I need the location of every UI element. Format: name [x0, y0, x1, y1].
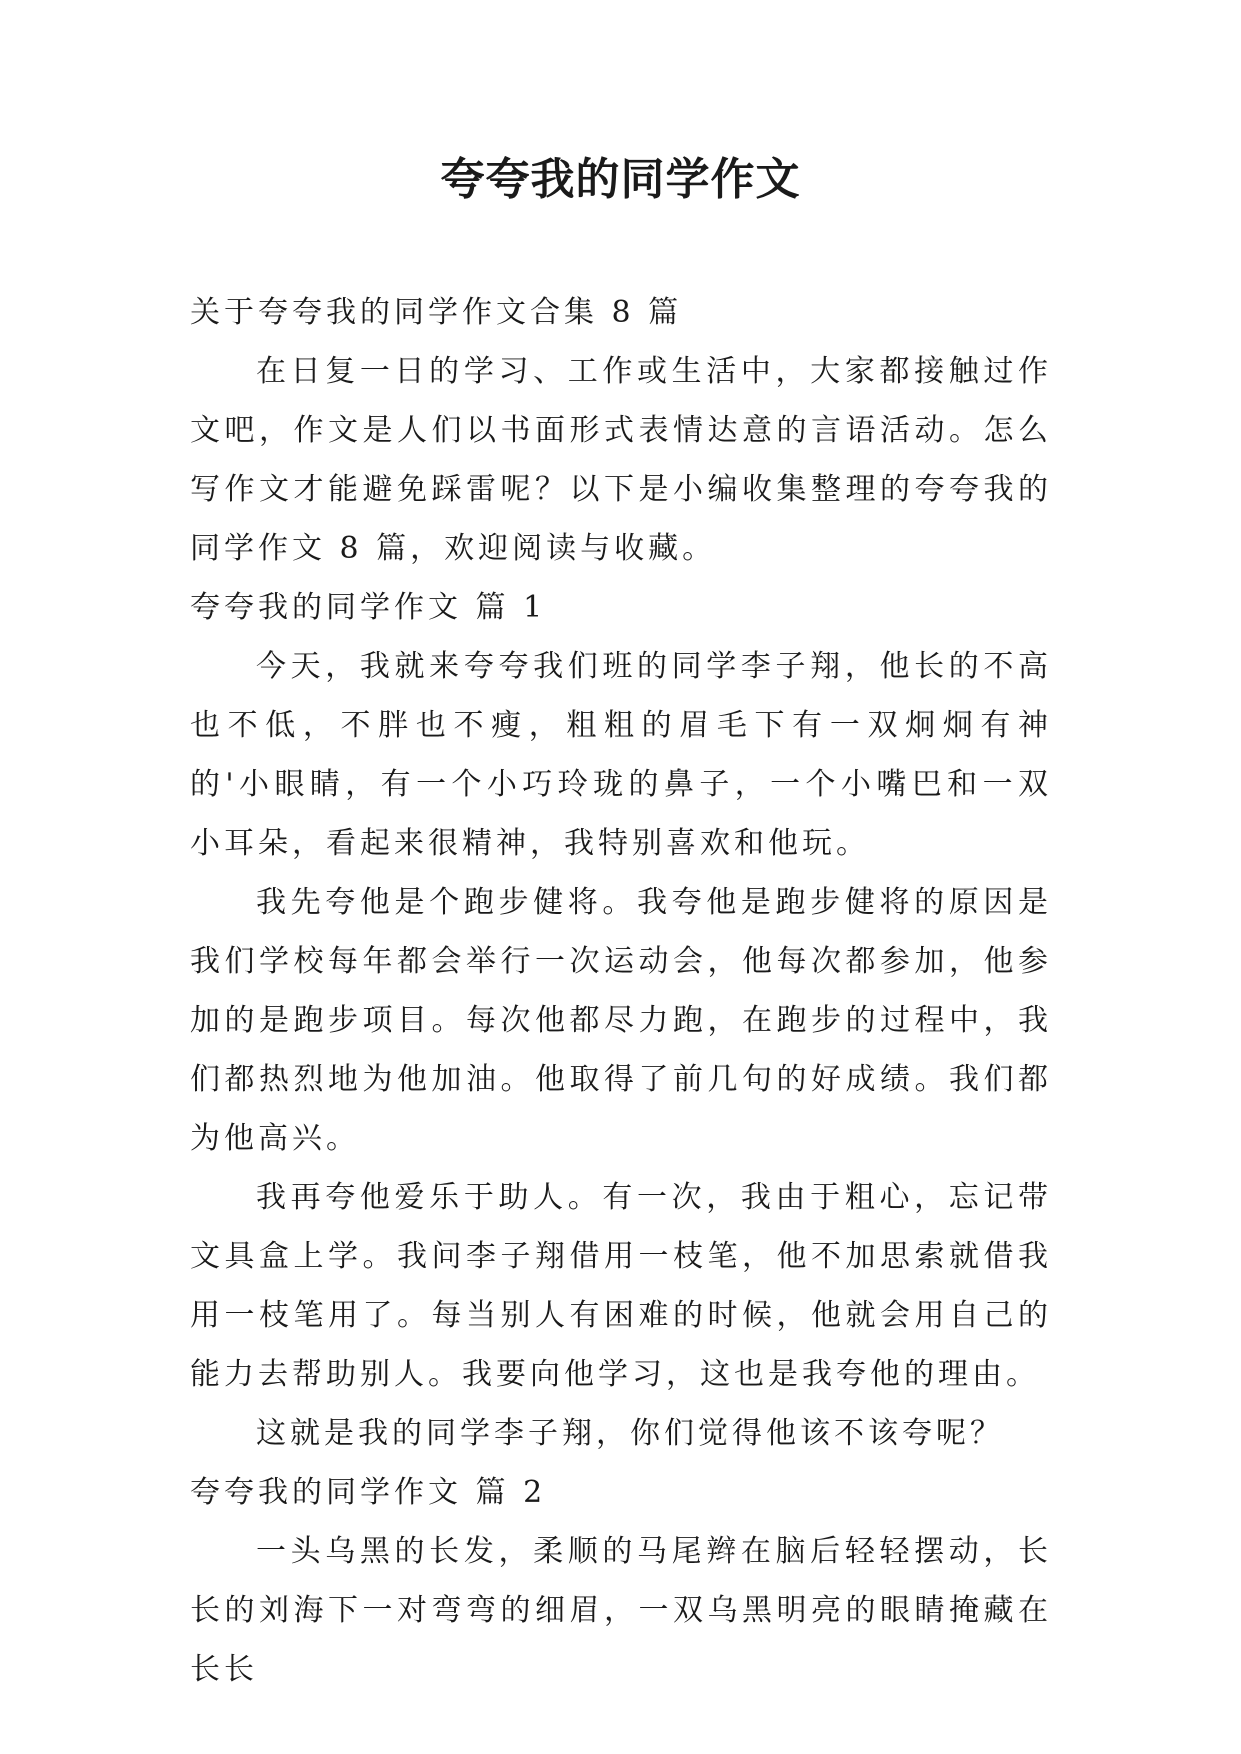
essay-1-paragraph-3: 我再夸他爱乐于助人。有一次，我由于粗心，忘记带文具盒上学。我问李子翔借用一枝笔，他不加思索就借我用一枝笔用了。每当别人有困难的时候，他就会用自己的能力去帮助别人。我要向他学习，这也是我夸他的理由。 [190, 1180, 1052, 1392]
document-title: 夸夸我的同学作文 [440, 154, 801, 205]
essay-1-paragraph-1: 今天，我就来夸夸我们班的同学李子翔，他长的不高也不低，不胖也不瘦，粗粗的眉毛下有一双炯炯有神的'小眼睛，有一个小巧玲珑的鼻子，一个小嘴巴和一双小耳朵，看起来很精神，我特别喜欢和他玩。 [190, 649, 1052, 861]
collection-heading: 关于夸夸我的同学作文合集 8 篇 [190, 295, 683, 330]
essay-2-paragraph-1: 一头乌黑的长发，柔顺的马尾辫在脑后轻轻摆动，长长的刘海下一对弯弯的细眉，一双乌黑明亮的眼睛掩藏在长长 [190, 1534, 1052, 1687]
document-body [190, 283, 1052, 1699]
essay-1-heading: 夸夸我的同学作文 篇 1 [190, 590, 547, 625]
intro-paragraph: 在日复一日的学习、工作或生活中，大家都接触过作文吧，作文是人们以书面形式表情达意的言语活动。怎么写作文才能避免踩雷呢？以下是小编收集整理的夸夸我的同学作文 8 篇，欢迎阅读与收藏。 [190, 354, 1052, 566]
essay-1-paragraph-2: 我先夸他是个跑步健将。我夸他是跑步健将的原因是我们学校每年都会举行一次运动会，他每次都参加，他参加的是跑步项目。每次他都尽力跑，在跑步的过程中，我们都热烈地为他加油。他取得了前几句的好成绩。我们都为他高兴。 [190, 885, 1052, 1156]
essay-1-paragraph-4: 这就是我的同学李子翔，你们觉得他该不该夸呢？ [256, 1416, 1004, 1451]
essay-2-heading: 夸夸我的同学作文 篇 2 [190, 1475, 547, 1510]
